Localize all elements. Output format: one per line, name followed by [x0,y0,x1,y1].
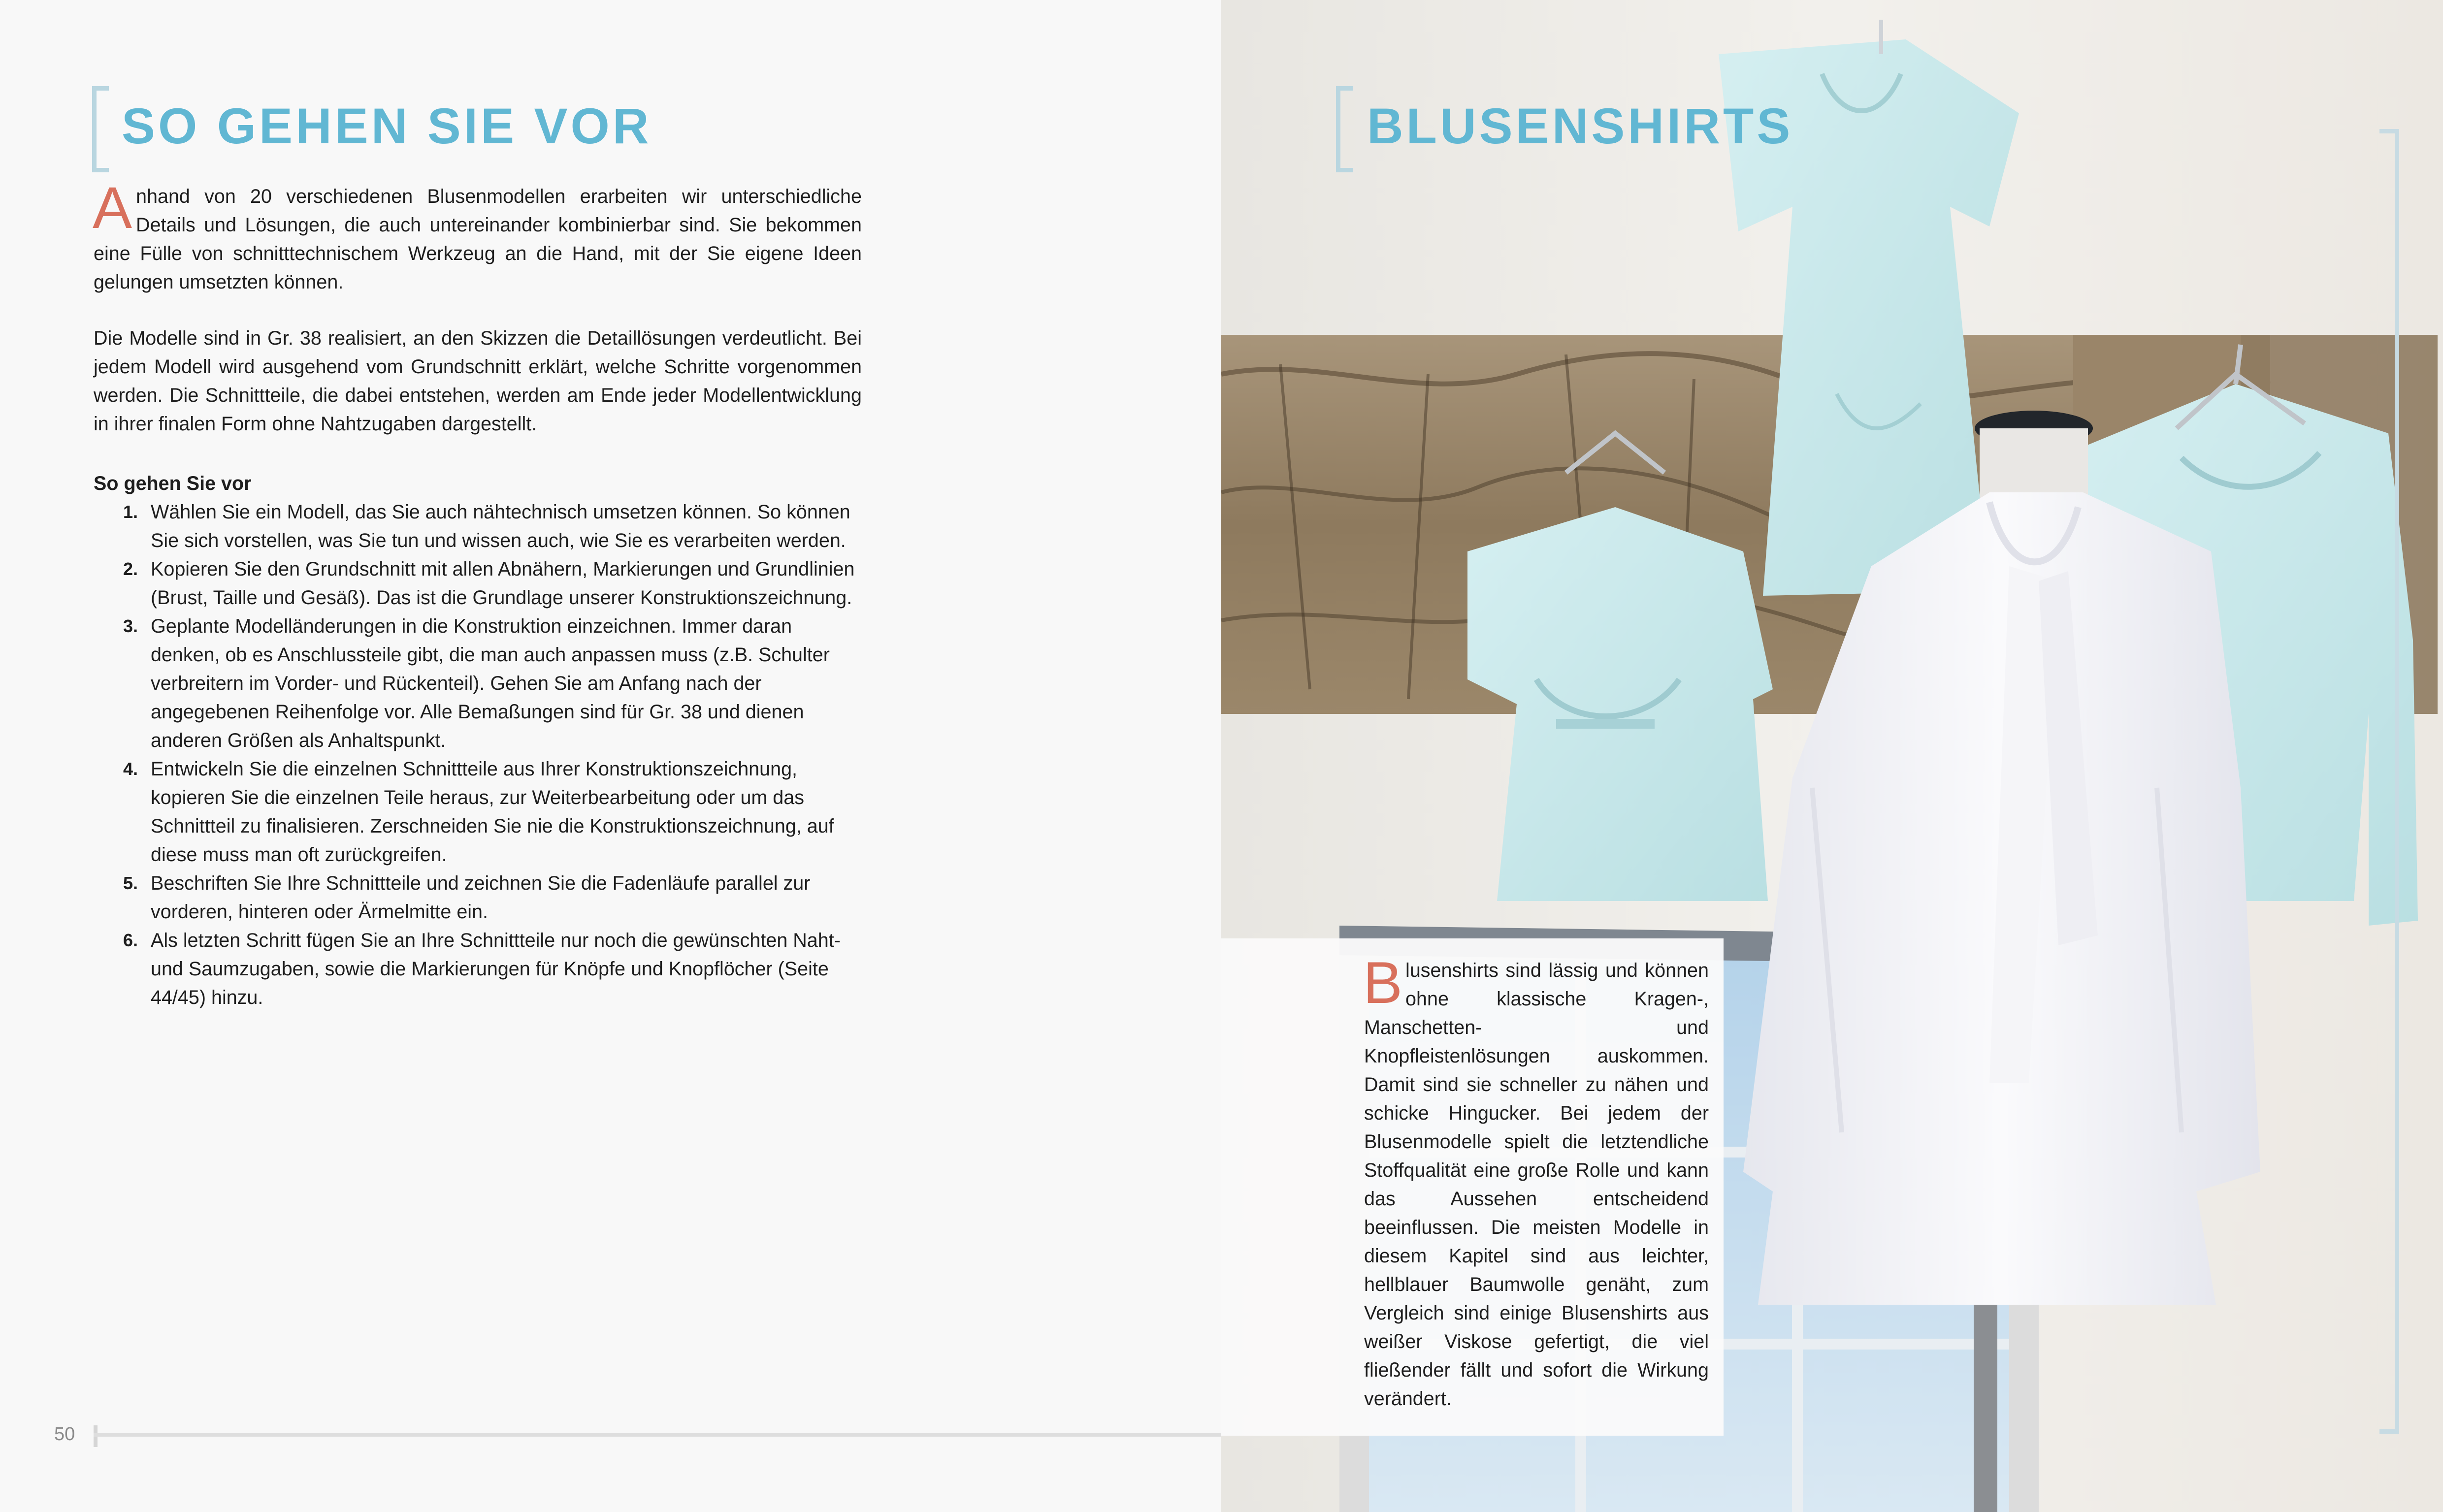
paragraph-2 [94,324,862,438]
title-bracket-right [1336,86,1353,172]
step-item [94,498,862,555]
step-item [94,755,862,869]
page-title-left: SO GEHEN SIE VOR [122,98,652,154]
paragraph-2-text: Die Modelle sind in Gr. 38 realisiert, an den Skizzen die Detaillösungen verdeutlicht. Bei jedem Modell wird ausgehend vom Grundschnitt erklärt, welche Schritte vorgenommen werden. Die Schnittteile, die dabei entstehen, werden am Ende jeder Modellentwicklung in ihrer finalen Form ohne Nahtzugaben dargestellt. [94,327,862,435]
intro-paragraph [93,175,862,296]
step-number: 4. [123,759,138,779]
step-text: Wählen Sie ein Modell, das Sie auch nähtechnisch umsetzen können. So können Sie sich vorstellen, was Sie tun und wissen auch, wie Sie es verarbeiten werden. [151,501,850,551]
caption-dropcap: B [1363,950,1403,1016]
caption-paragraph [1363,950,1709,1413]
step-number: 1. [123,502,138,522]
step-item [94,926,862,1012]
step-text: Geplante Modelländerungen in die Konstruktion einzeichnen. Immer daran denken, ob es Anschlussteile gibt, die man auch anpassen muss (z.B. Schulter verbreitern im Vorder- und Rückenteil). Gehen Sie am Anfang nach der angegebenen Reihenfolge vor. Alle Bemaßungen sind für Gr. 38 und dienen anderen Größen als Anhaltspunkt. [151,615,830,751]
page-number: 50 [54,1424,75,1445]
step-item [94,869,862,926]
step-number: 2. [123,559,138,579]
step-item [94,555,862,612]
caption-text: lusenshirts sind lässig und können ohne klassische Kragen-, Manschetten- und Knopfleistenlösungen auskommen. Damit sind sie schneller zu nähen und schicke Hingucker. Bei jedem der Blusenmodelle spielt die letztendliche Stoffqualität eine große Rolle und kann das Aussehen entscheidend beeinflussen. Die meisten Modelle in diesem Kapitel sind aus leichter, hellblauer Baumwolle genäht, zum Vergleich sind einige Blusenshirts aus weißer Viskose gefertigt, die viel fließender fällt und sofort die Wirkung verändert. [1364,960,1709,1410]
title-bracket-left [92,86,109,172]
page-edge-bracket [2379,129,2399,1434]
step-text: Beschriften Sie Ihre Schnittteile und zeichnen Sie die Fadenläufe parallel zur vorderen, hinteren oder Ärmelmitte ein. [151,872,811,923]
step-text: Entwickeln Sie die einzelnen Schnittteile aus Ihrer Konstruktionszeichnung, kopieren Sie die einzelnen Teile heraus, zur Weiterbearbeitung oder um das Schnittteil zu finalisieren. Zerschneiden Sie nie die Konstruktionszeichnung, auf diese muss man oft zurückgreifen. [151,758,834,866]
step-number: 6. [123,930,138,950]
step-text: Als letzten Schritt fügen Sie an Ihre Schnittteile nur noch die gewünschten Naht- und Saumzugaben, sowie die Markierungen für Knöpfe und Knopflöcher (Seite 44/45) hinzu. [151,930,841,1008]
intro-dropcap: A [93,175,132,241]
page-title-right: BLUSENSHIRTS [1367,98,1793,154]
steps-heading: So gehen Sie vor [94,473,252,494]
step-number: 5. [123,873,138,893]
footer-rule [94,1433,1221,1437]
step-text: Kopieren Sie den Grundschnitt mit allen Abnähern, Markierungen und Grundlinien (Brust, Taille und Gesäß). Das ist die Grundlage unserer Konstruktionszeichnung. [151,558,855,609]
intro-text: nhand von 20 verschiedenen Blusenmodellen erarbeiten wir unterschiedliche Details und Lösungen, die auch untereinander kombinierbar sind. Sie bekommen eine Fülle von schnitttechnischem Werkzeug an die Hand, mit der Sie eigene Ideen gelungen umsetzten können. [94,186,862,293]
steps-list [94,498,862,1012]
step-number: 3. [123,616,138,636]
step-item [94,612,862,755]
